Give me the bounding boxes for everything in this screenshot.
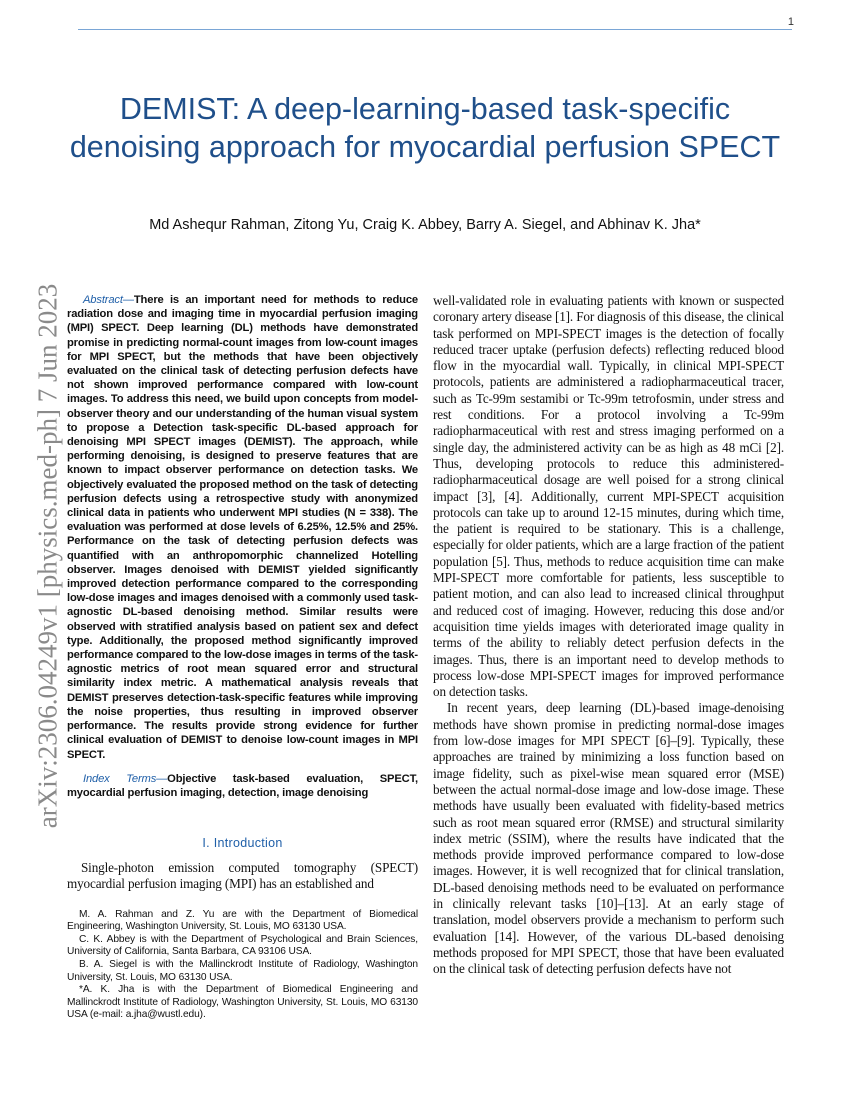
index-terms (67, 772, 418, 800)
footnote: C. K. Abbey is with the Department of Psychological and Brain Sciences, University of California, Santa Barbara, CA 93106 USA. (67, 933, 418, 958)
header-rule (78, 29, 792, 30)
body-paragraph: In recent years, deep learning (DL)-based image-denoising methods have shown promise in predicting normal-dose images from low-dose images for MPI SPECT [6]–[9]. Typically, these approaches are trained by minimizing a loss function based on image fidelity, such as pixel-wise mean squared error (MSE) between the actual normal-dose image and low-dose image. These methods have usually been evaluated with fidelity-based metrics such as root mean squared error (RMSE) and structural similarity index metric (SSIM), where the results have indicated that the methods provide improved performance compared to low-dose images. However, it is well recognized that for clinical translation, DL-based denoising methods need to be evaluated on performance in clinically relevant tasks [10]–[13]. At an early stage of translation, model observers provide a mechanism to perform such evaluation [14]. However, of the various DL-based denoising methods proposed for MPI SPECT, those that have been evaluated on the clinical task of detecting perfusion defects have not (433, 700, 784, 977)
introduction-paragraph: Single-photon emission computed tomography (SPECT) myocardial perfusion imaging (MPI) has an established and (67, 860, 418, 892)
body-paragraph: well-validated role in evaluating patients with known or suspected coronary artery disease [1]. For diagnosis of this disease, the clinical task performed on MPI-SPECT images is the detection of focally reduced tracer uptake (perfusion defects) reflecting reduced blood flow in the myocardial wall. Typically, in clinical MPI-SPECT protocols, patients are administered a radiopharmaceutical tracer, such as Tc-99m sestamibi or Tc-99m tetrofosmin, under stress and rest conditions. For a protocol involving a Tc-99m radiopharmaceutical with rest and stress imaging performed on a single day, the administered activity can be as high as 48 mCi [2]. Thus, developing protocols to reduce this administered-radiopharmaceutical dosage are well poised for a strong clinical impact [3], [4]. Additionally, current MPI-SPECT acquisition protocols can take up to around 12-15 minutes, during which time, the patient is required to be stationary. This is a challenge, especially for older patients, which are a large fraction of the patient population [5]. Thus, methods to reduce acquisition time can make MPI-SPECT more comfortable for patients, less susceptible to patient motion, and can also lead to increased clinical throughput and reduced cost of imaging. However, reducing this dose and/or acquisition time yields images with deteriorated image quality in terms of the ability to reliably detect perfusion defects in the images. Thus, there is an important need to develop methods to process low-dose MPI-SPECT images for improved performance on detection tasks. (433, 293, 785, 700)
left-column (67, 293, 418, 1022)
author-list: Md Ashequr Rahman, Zitong Yu, Craig K. Abbey, Barry A. Siegel, and Abhinav K. Jha* (149, 217, 701, 233)
index-terms-label: Index Terms— (83, 772, 168, 785)
abstract-label: Abstract— (83, 294, 134, 306)
page-number: 1 (787, 16, 794, 28)
footnote: *A. K. Jha is with the Department of Biomedical Engineering and Mallinckrodt Institute of Radiology, Washington University, St. Louis, MO 63130 USA (e-mail: a.jha@wustl.edu). (67, 984, 418, 1021)
footnotes (67, 909, 418, 1022)
section-heading-introduction: I. Introduction (202, 836, 283, 851)
footnote: M. A. Rahman and Z. Yu are with the Department of Biomedical Engineering, Washington University, St. Louis, MO 63130 USA. (67, 908, 418, 933)
footnote: B. A. Siegel is with the Mallinckrodt Institute of Radiology, Washington University, St. Louis, MO 63130 USA. (67, 959, 418, 983)
index-terms-text: Objective task-based evaluation, SPECT, myocardial perfusion imaging, detection, image denoising (67, 772, 418, 799)
abstract-text: There is an important need for methods to reduce radiation dose and imaging time in myocardial perfusion imaging (MPI) SPECT. Deep learning (DL) methods have demonstrated promise in predicting normal-count images from low-count images for MPI SPECT, but the methods that have been objectively evaluated on the clinical task of detecting perfusion defects have not shown improved performance compared with low-count images. To address this need, we build upon concepts from model-observer theory and our understanding of the human visual system to propose a Detection task-specific DL-based approach for denoising MPI SPECT images (DEMIST). The approach, while performing denoising, is designed to preserve features that are known to impact observer performance on detection tasks. We objectively evaluated the proposed method on the task of detecting perfusion defects using a retrospective study with anonymized clinical data in patients who underwent MPI studies (N = 338). The evaluation was performed at dose levels of 6.25%, 12.5% and 25%. Performance on the task of detecting perfusion defects was quantified with an anthropomorphic channelized Hotelling observer. Images denoised with DEMIST yielded significantly improved detection performance compared to the corresponding low-dose images and images denoised with a commonly used task-agnostic DL-based denoising method. Similar results were observed with stratified analysis based on patient sex and defect type. Additionally, the proposed method significantly improved performance compared to the low-dose images in terms of the task-agnostic metrics of root mean squared error and structural similarity index metric. A mathematical analysis reveals that DEMIST preserves detection-task-specific features while improving the noise properties, thus resulting in improved observer performance. The results provide strong evidence for further clinical evaluation of DEMIST to denoise low-count images in MPI SPECT. (67, 294, 418, 761)
abstract (67, 293, 418, 762)
arxiv-stamp: arXiv:2306.04249v1 [physics.med-ph] 7 Jun 2023 (32, 283, 63, 829)
right-column (433, 293, 784, 977)
paper-title: DEMIST: A deep-learning-based task-specific denoising approach for myocardial perfusion SPECT (69, 92, 781, 164)
